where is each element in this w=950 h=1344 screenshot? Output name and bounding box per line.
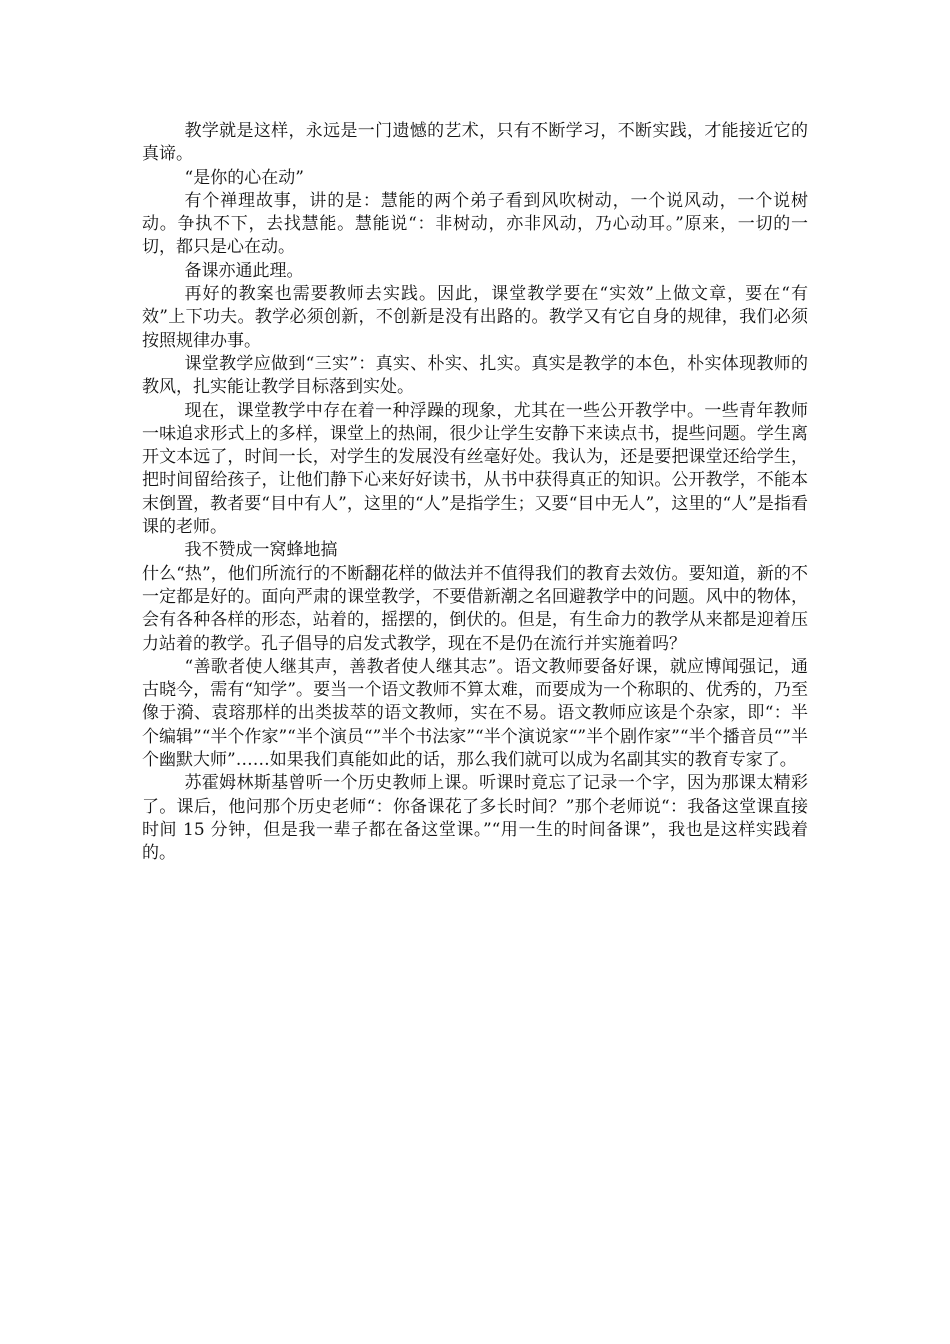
paragraph-1: 教学就是这样，永远是一门遗憾的艺术，只有不断学习，不断实践，才能接近它的真谛。	[142, 121, 808, 165]
section-heading-heart: “是你的心在动”	[184, 167, 304, 188]
paragraph-good-teacher: “善歌者使人继其声，善教者使人继其志”。语文教师要备好课，就应博闻强记，通古晓今，需有“知学”。要当一个语文教师不算太难，而要成为一个称职的、优秀的，乃至像于漪、袁瑢那样的出类拔萃的语文教师，实在不易。语文教师应该是个杂家，即“：半个编辑”“半个作家”“半个演员“”半个书法家”“半个演说家“”半个剧作家”“半个播音员“”半个幽默大师”……如果我们真能如此的话，那么我们就可以成为名副其实的教育专家了。	[142, 656, 808, 771]
document-body	[142, 120, 808, 866]
paragraph-trend: 什么“热”，他们所流行的不断翻花样的做法并不值得我们的教育去效仿。要知道，新的不一定都是好的。面向严肃的课堂教学，不要借新潮之名回避教学中的问题。风中的物体，会有各种各样的形态，站着的，摇摆的，倒伏的。但是，有生命力的教学从来都是迎着压力站着的教学。孔子倡导的启发式教学，现在不是仍在流行并实施着吗？	[142, 563, 808, 654]
paragraph-lesson-prep: 备课亦通此理。	[184, 260, 304, 281]
paragraph-practice: 再好的教案也需要教师去实践。因此，课堂教学要在“实效”上做文章，要在“有效”上下功夫。教学必须创新，不创新是没有出路的。教学又有它自身的规律，我们必须按照规律办事。	[142, 284, 808, 351]
paragraph-zen-story: 有个禅理故事，讲的是：慧能的两个弟子看到风吹树动，一个说风动，一个说树动。争执不下，去找慧能。慧能说“：非树动，亦非风动，乃心动耳。”原来，一切的一切，都只是心在动。	[142, 190, 808, 258]
paragraph-sukhomlinsky: 苏霍姆林斯基曾听一个历史教师上课。听课时竟忘了记录一个字，因为那课太精彩了。课后，他问那个历史老师“：你备课花了多长时间？”那个老师说“：我备这堂课直接时间 15 分钟，但是我一辈子都在备这堂课。”“用一生的时间备课”，我也是这样实践着的。	[142, 773, 808, 864]
paragraph-three-solid: 课堂教学应做到“三实”：真实、朴实、扎实。真实是教学的本色，朴实体现教师的教风，扎实能让教学目标落到实处。	[142, 353, 808, 398]
section-heading-trend: 我不赞成一窝蜂地搞	[184, 540, 338, 561]
paragraph-impetuous: 现在，课堂教学中存在着一种浮躁的现象，尤其在一些公开教学中。一些青年教师一味追求形式上的多样，课堂上的热闹，很少让学生安静下来读点书，提些问题。学生离开文本远了，时间一长，对学生的发展没有丝毫好处。我认为，还是要把课堂还给学生，把时间留给孩子，让他们静下心来好好读书，从书中获得真正的知识。公开教学，不能本末倒置，教者要“目中有人”，这里的“人”是指学生；又要“目中无人”，这里的“人”是指看课的老师。	[142, 400, 808, 538]
